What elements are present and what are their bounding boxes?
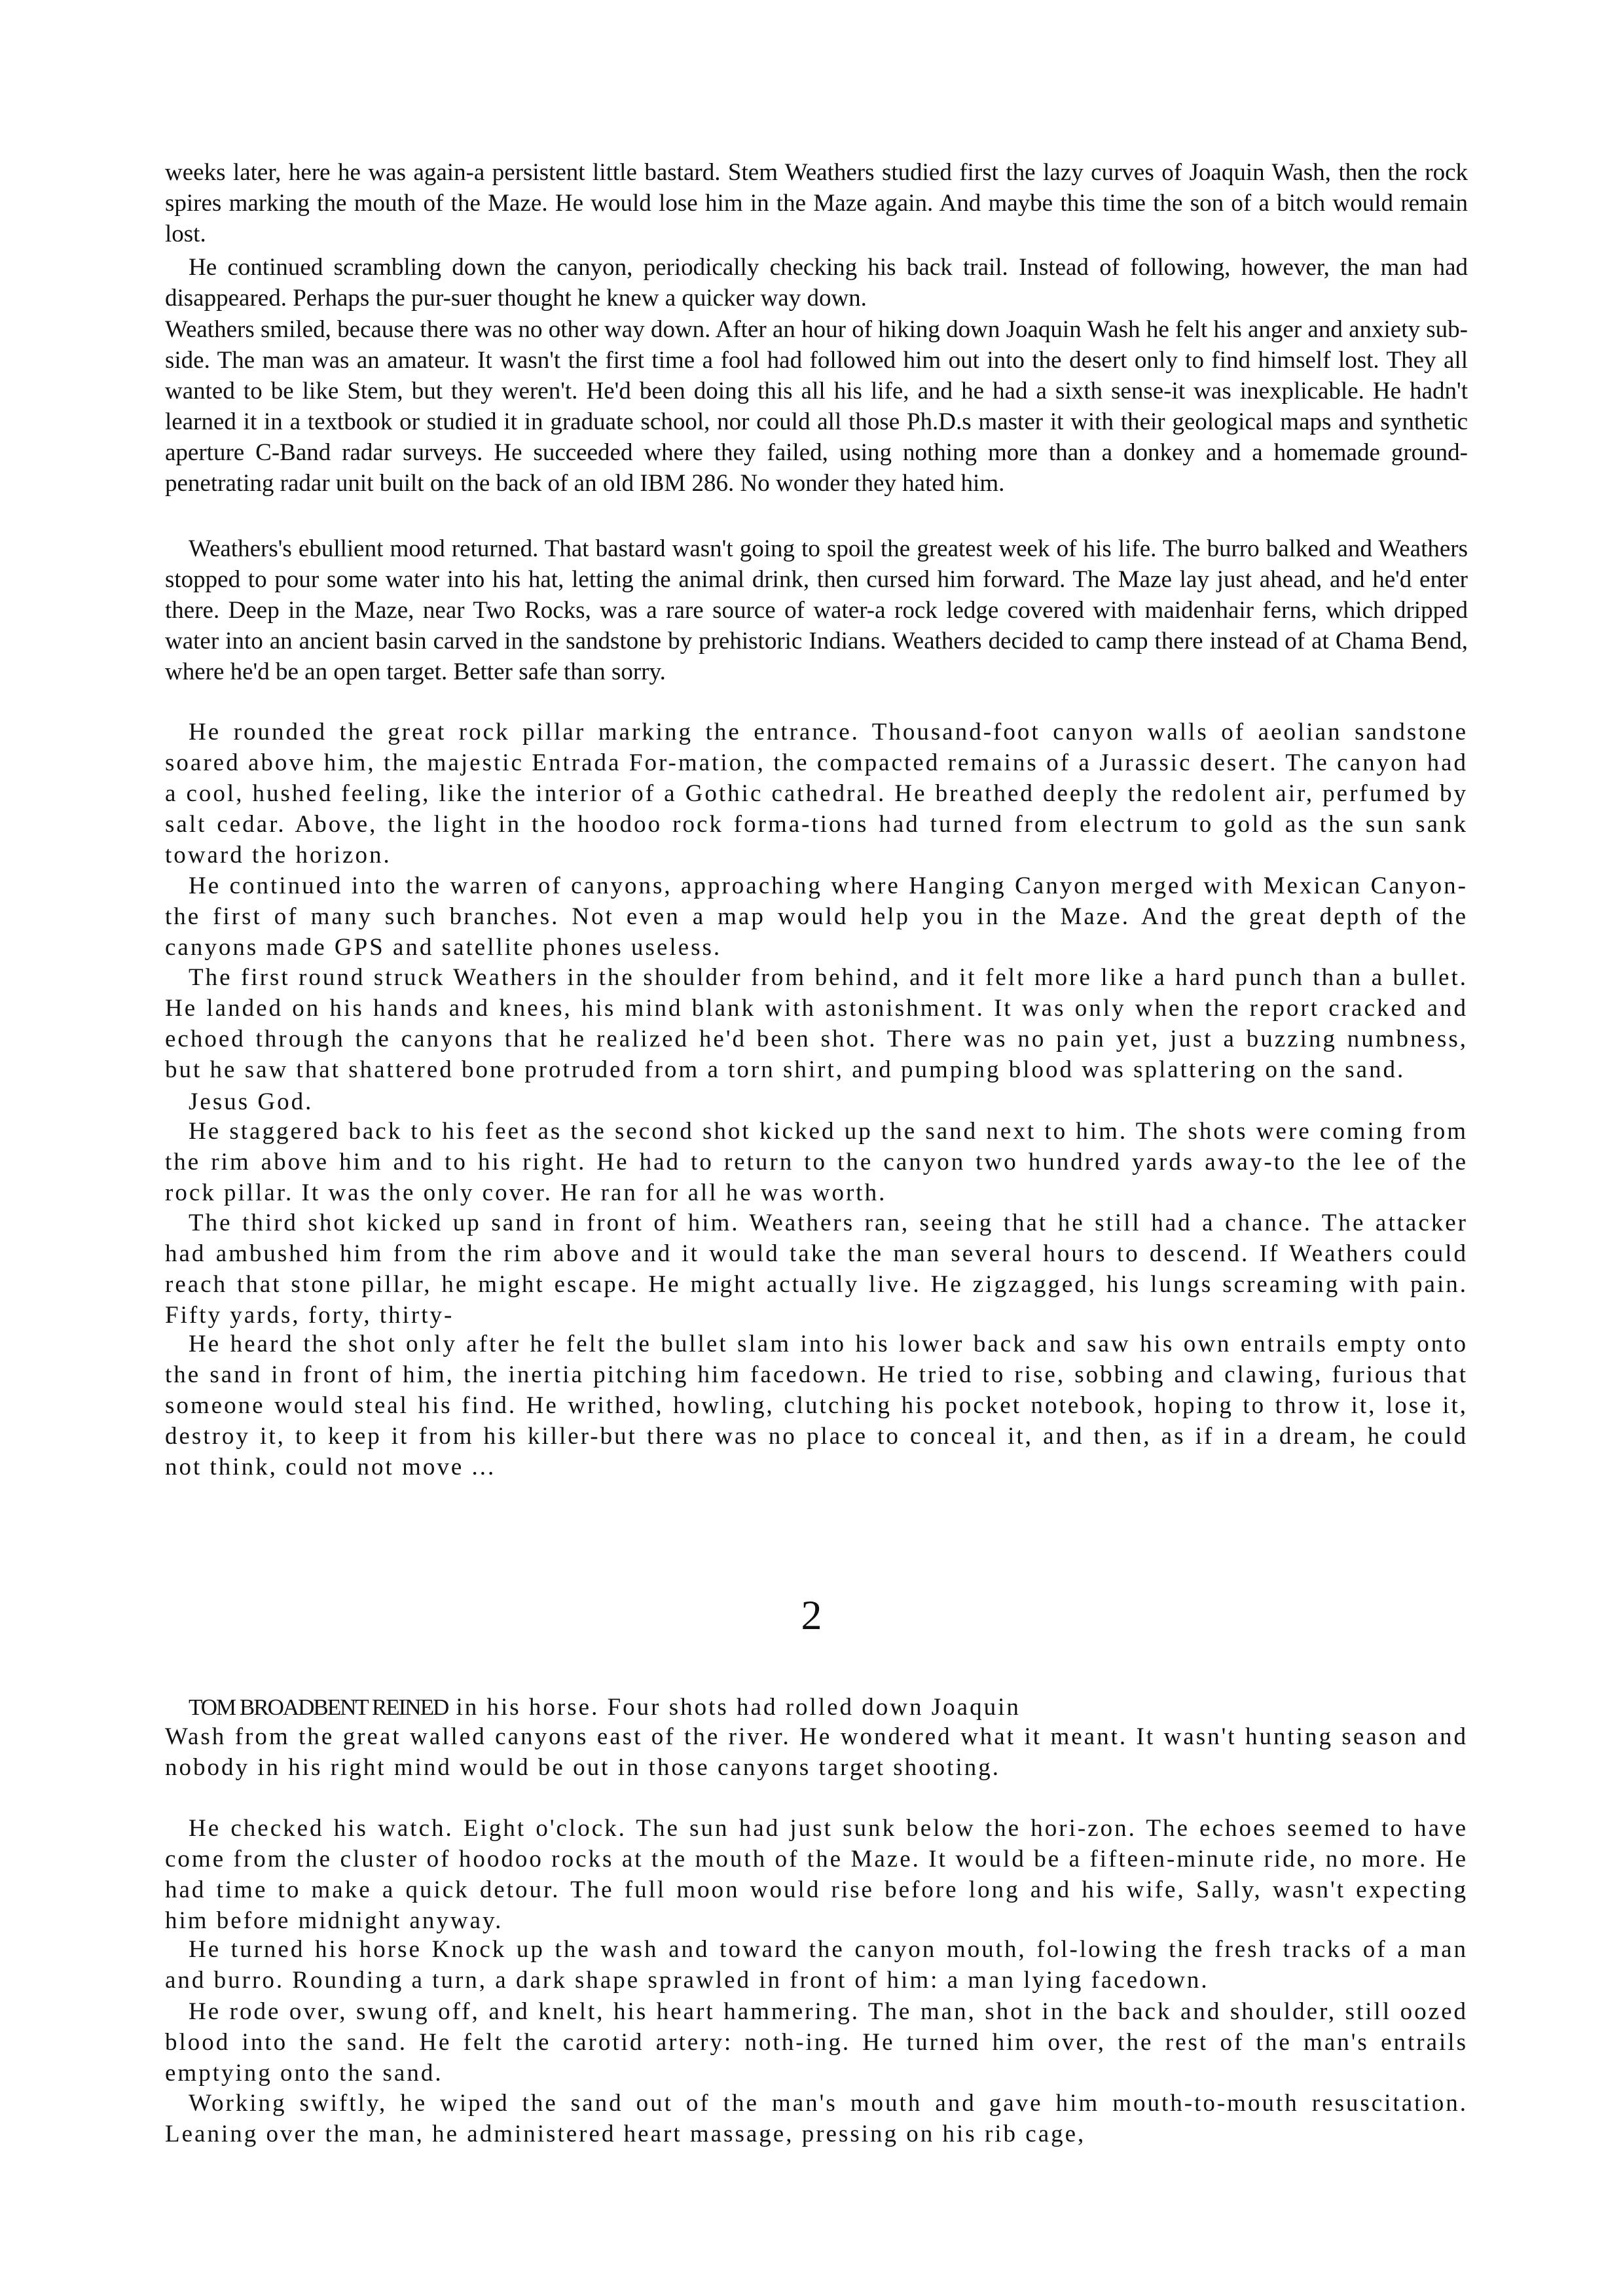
paragraph: He checked his watch. Eight o'clock. The sun had just sunk below the hori-zon. The echoes seemed to have come from the cluster of hoodoo rocks at the mouth of the Maze. It would be a fifteen-minute ride, no more. He had time to make a quick detour. The full moon would rise before long and his wife, Sally, wasn't expecting him before midnight anyway. xyxy=(165,1815,1468,1934)
paragraph: He continued into the warren of canyons, approaching where Hanging Canyon merged with Mexican Canyon-the first of many such branches. Not even a map would help you in the Maze. And the great depth of the canyons made GPS and satellite phones useless. xyxy=(165,872,1468,961)
chapter-opening-line xyxy=(165,1692,1468,1723)
paragraph: He rounded the great rock pillar marking the entrance. Thousand-foot canyon walls of aeolian sandstone soared above him, the majestic Entrada For-mation, the compacted remains of a Jurassic desert. The canyon had a cool, hushed feeling, like the interior of a Gothic cathedral. He breathed deeply the redolent air, perfumed by salt cedar. Above, the light in the hoodoo rock forma-tions had turned from electrum to gold as the sun sank toward the horizon. xyxy=(165,719,1468,869)
paragraph: He continued scrambling down the canyon, periodically checking his back trail. Instead of following, however, the man had disappeared. Perhaps the pur-suer thought he knew a quicker way down. xyxy=(165,254,1468,312)
paragraph: He turned his horse Knock up the wash and toward the canyon mouth, fol-lowing the fresh tracks of a man and burro. Rounding a turn, a dark shape sprawled in front of him: a man lying facedown. xyxy=(165,1936,1468,1994)
chapter-lead-caps: TOM BROADBENT REINED xyxy=(189,1695,448,1720)
chapter-lead-rest: in his horse. Four shots had rolled down Joaquin xyxy=(448,1694,1021,1721)
chapter-number: 2 xyxy=(801,1592,822,1638)
paragraph: Wash from the great walled canyons east of the river. He wondered what it meant. It wasn't hunting season and nobody in his right mind would be out in those canyons target shooting. xyxy=(165,1723,1468,1781)
paragraph: Weathers's ebullient mood returned. That bastard wasn't going to spoil the greatest week of his life. The burro balked and Weathers stopped to pour some water into his hat, letting the animal drink, then cursed him forward. The Maze lay just ahead, and he'd enter there. Deep in the Maze, near Two Rocks, was a rare source of water-a rock ledge covered with maidenhair ferns, which dripped water into an ancient basin carved in the sandstone by prehistoric Indians. Weathers decided to camp there instead of at Chama Bend, where he'd be an open target. Better safe than sorry. xyxy=(165,535,1468,685)
paragraph: weeks later, here he was again-a persistent little bastard. Stem Weathers studied first the lazy curves of Joaquin Wash, then the rock spires marking the mouth of the Maze. He would lose him in the Maze again. And maybe this time the son of a bitch would remain lost. xyxy=(165,159,1468,247)
paragraph: The first round struck Weathers in the shoulder from behind, and it felt more like a hard punch than a bullet. He landed on his hands and knees, his mind blank with astonishment. It was only when the report cracked and echoed through the canyons that he realized he'd been shot. There was no pain yet, just a buzzing numbness, but he saw that shattered bone protruded from a torn shirt, and pumping blood was splattering on the sand. xyxy=(165,964,1468,1083)
paragraph: He staggered back to his feet as the second shot kicked up the sand next to him. The shots were coming from the rim above him and to his right. He had to return to the canyon two hundred yards away-to the lee of the rock pillar. It was the only cover. He ran for all he was worth. xyxy=(165,1118,1468,1206)
paragraph: He heard the shot only after he felt the bullet slam into his lower back and saw his own entrails empty onto the sand in front of him, the inertia pitching him facedown. He tried to rise, sobbing and clawing, furious that someone would steal his find. He writhed, howling, clutching his pocket notebook, hoping to throw it, lose it, destroy it, to keep it from his killer-but there was no place to conceal it, and then, as if in a dream, he could not think, could not move ... xyxy=(165,1331,1468,1480)
paragraph: Working swiftly, he wiped the sand out of the man's mouth and gave him mouth-to-mouth resuscitation. Leaning over the man, he administered heart massage, pressing on his rib cage, xyxy=(165,2090,1468,2147)
paragraph: Weathers smiled, because there was no other way down. After an hour of hiking down Joaquin Wash he felt his anger and anxiety sub-side. The man was an amateur. It wasn't the first time a fool had followed him out into the desert only to find himself lost. They all wanted to be like Stem, but they weren't. He'd been doing this all his life, and he had a sixth sense-it was inexplicable. He hadn't learned it in a textbook or studied it in graduate school, nor could all those Ph.D.s master it with their geological maps and synthetic aperture C-Band radar surveys. He succeeded where they failed, using nothing more than a donkey and a homemade ground-penetrating radar unit built on the back of an old IBM 286. No wonder they hated him. xyxy=(165,316,1468,497)
paragraph: Jesus God. xyxy=(189,1088,314,1115)
paragraph: The third shot kicked up sand in front of him. Weathers ran, seeing that he still had a chance. The attacker had ambushed him from the rim above and it would take the man several hours to descend. If Weathers could reach that stone pillar, he might escape. He might actually live. He zigzagged, his lungs screaming with pain. Fifty yards, forty, thirty- xyxy=(165,1210,1468,1329)
paragraph: He rode over, swung off, and knelt, his heart hammering. The man, shot in the back and shoulder, still oozed blood into the sand. He felt the carotid artery: noth-ing. He turned him over, the rest of the man's entrails emptying onto the sand. xyxy=(165,1998,1468,2087)
